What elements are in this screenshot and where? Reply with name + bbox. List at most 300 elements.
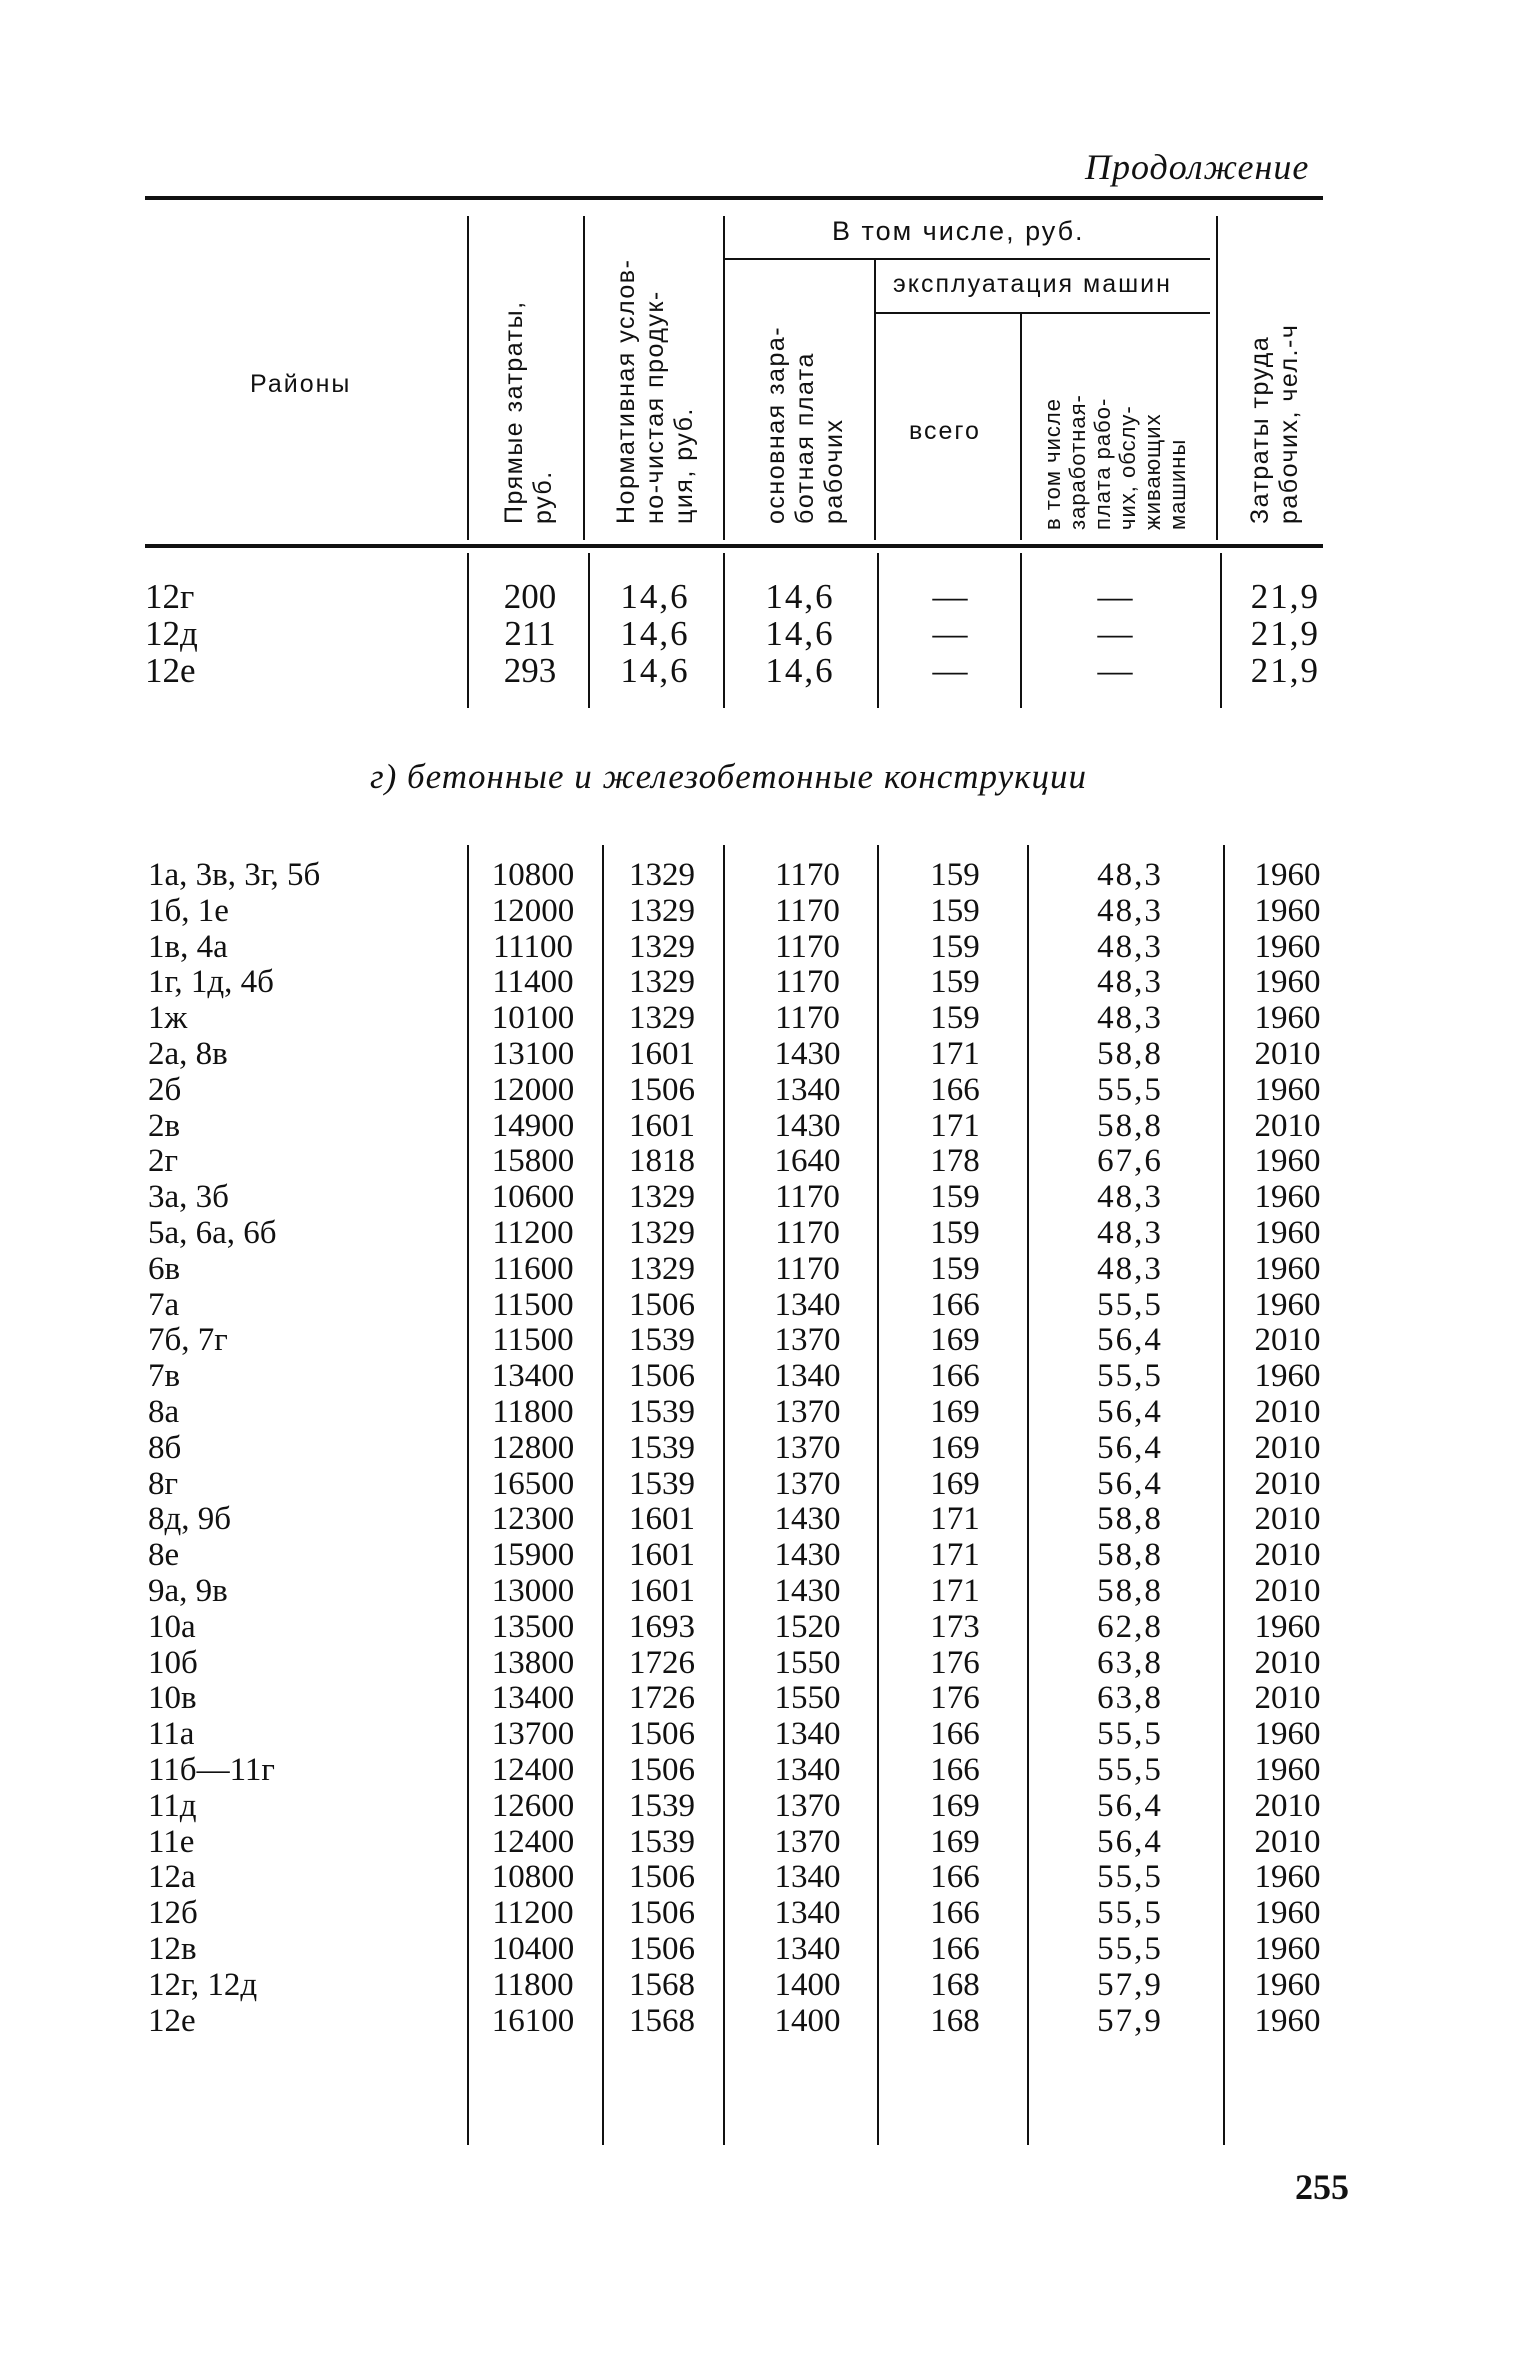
table-cell: 48,3 xyxy=(1097,1179,1163,1216)
table-cell: 1960 xyxy=(1254,928,1321,965)
table-cell: 63,8 xyxy=(1097,1680,1163,1717)
table-cell: 12800 xyxy=(491,1429,575,1466)
table-cell: 1170 xyxy=(775,1179,840,1216)
table-cell: 1960 xyxy=(1254,1143,1321,1180)
header-line: ботная плата xyxy=(791,352,819,524)
header-region: Районы xyxy=(250,370,352,398)
header-divider xyxy=(874,260,876,540)
table-cell: 10400 xyxy=(491,1930,575,1967)
including-rule xyxy=(725,258,1210,260)
table-cell: 56,4 xyxy=(1097,1393,1163,1430)
top-col-direct xyxy=(490,578,570,689)
table-cell: 13700 xyxy=(491,1716,575,1753)
header-normative-product xyxy=(612,259,699,524)
main-divider xyxy=(1223,845,1225,2145)
table-cell: 169 xyxy=(930,1465,980,1502)
continued-label: Продолжение xyxy=(1085,147,1310,187)
top-col-labor xyxy=(1225,578,1320,689)
table-cell: 11400 xyxy=(492,964,574,1001)
table-cell: 166 xyxy=(930,1716,980,1753)
table-cell: 159 xyxy=(930,928,980,965)
table-cell: 48,3 xyxy=(1097,1250,1163,1287)
table-cell: 56,4 xyxy=(1097,1465,1163,1502)
table-cell: 12е xyxy=(145,651,196,690)
table-cell: 55,5 xyxy=(1097,1286,1163,1323)
table-cell: 159 xyxy=(930,892,980,929)
table-cell: 15900 xyxy=(491,1537,575,1574)
table-cell: 1960 xyxy=(1254,1214,1321,1251)
header-including: В том числе, руб. xyxy=(832,216,1085,246)
page-number: 255 xyxy=(1295,2167,1349,2207)
header-line: плата рабо- xyxy=(1090,397,1115,530)
table-cell: 67,6 xyxy=(1097,1143,1163,1180)
table-cell: 8г xyxy=(148,1465,179,1502)
table-cell: 1340 xyxy=(774,1071,841,1108)
table-cell: 2а, 8в xyxy=(148,1035,228,1072)
table-cell: 2010 xyxy=(1254,1823,1321,1860)
table-cell: 14,6 xyxy=(620,614,690,653)
table-cell: 11500 xyxy=(492,1286,574,1323)
header-line: живающих xyxy=(1140,413,1165,530)
table-cell: 168 xyxy=(930,2002,980,2039)
col-norm xyxy=(612,858,712,2039)
table-cell: 171 xyxy=(930,1107,980,1144)
table-cell: 1430 xyxy=(774,1537,841,1574)
table-cell: 1170 xyxy=(775,1000,840,1037)
table-cell: 8д, 9б xyxy=(148,1501,232,1538)
table-cell: 56,4 xyxy=(1097,1429,1163,1466)
table-cell: 1400 xyxy=(774,1966,841,2003)
table-cell: 1170 xyxy=(775,928,840,965)
table-cell: 1329 xyxy=(629,1179,695,1216)
table-cell: 48,3 xyxy=(1097,1000,1163,1037)
table-cell: 1370 xyxy=(774,1823,841,1860)
table-cell: 55,5 xyxy=(1097,1751,1163,1788)
table-cell: 1400 xyxy=(774,2002,841,2039)
table-cell: 1960 xyxy=(1254,892,1321,929)
header-line: чих, обслу- xyxy=(1115,405,1140,530)
table-cell: 1960 xyxy=(1254,1286,1321,1323)
table-cell: 2010 xyxy=(1254,1787,1321,1824)
table-cell: 1539 xyxy=(629,1787,695,1824)
table-cell: 48,3 xyxy=(1097,1214,1163,1251)
table-cell: 8а xyxy=(148,1393,180,1430)
table-cell: 48,3 xyxy=(1097,964,1163,1001)
table-cell: 1340 xyxy=(774,1930,841,1967)
table-cell: 13500 xyxy=(491,1608,575,1645)
table-cell: 11600 xyxy=(492,1250,574,1287)
table-cell: 171 xyxy=(930,1572,980,1609)
table-cell: 1568 xyxy=(629,2002,695,2039)
table-cell: 14,6 xyxy=(620,577,690,616)
table-cell: 1693 xyxy=(629,1608,695,1645)
table-cell: 12300 xyxy=(491,1501,575,1538)
table-cell: 8е xyxy=(148,1537,180,1574)
table-cell: 11е xyxy=(148,1823,195,1860)
table-cell: 12000 xyxy=(491,892,575,929)
table-cell: 11200 xyxy=(492,1214,574,1251)
table-cell: 2010 xyxy=(1254,1393,1321,1430)
table-cell: 62,8 xyxy=(1097,1608,1163,1645)
table-cell: 1960 xyxy=(1254,1071,1321,1108)
table-cell: 171 xyxy=(930,1537,980,1574)
top-col-norm xyxy=(605,578,705,689)
table-cell: 10в xyxy=(148,1680,197,1717)
table-cell: 10800 xyxy=(491,857,575,893)
table-cell: 2010 xyxy=(1254,1501,1321,1538)
table-cell: 58,8 xyxy=(1097,1572,1163,1609)
table-cell: 7в xyxy=(148,1358,181,1395)
table-cell: 211 xyxy=(504,614,556,653)
table-cell: 1340 xyxy=(774,1358,841,1395)
table-cell: 176 xyxy=(930,1680,980,1717)
header-line: рабочих, чел.-ч xyxy=(1275,323,1303,524)
table-cell: 1506 xyxy=(629,1930,695,1967)
table-cell: 1550 xyxy=(774,1680,841,1717)
table-cell: 1506 xyxy=(629,1716,695,1753)
table-cell: 1640 xyxy=(774,1143,841,1180)
section-title: г) бетонные и железобетонные конструкции xyxy=(370,757,1087,796)
table-cell: 1340 xyxy=(774,1859,841,1896)
header-divider xyxy=(583,216,585,540)
table-cell: 13100 xyxy=(491,1035,575,1072)
table-cell: 169 xyxy=(930,1823,980,1860)
table-cell: 11д xyxy=(148,1787,197,1824)
table-cell: 159 xyxy=(930,964,980,1001)
table-cell: 159 xyxy=(930,857,980,893)
top-col-region xyxy=(145,578,295,689)
table-cell: 58,8 xyxy=(1097,1537,1163,1574)
table-cell: 1370 xyxy=(774,1429,841,1466)
table-cell: 14900 xyxy=(491,1107,575,1144)
table-cell: 12000 xyxy=(491,1071,575,1108)
table-cell: 1430 xyxy=(774,1035,841,1072)
table-cell: 11100 xyxy=(492,928,574,965)
header-total: всего xyxy=(909,417,981,445)
table-cell: 15800 xyxy=(491,1143,575,1180)
header-bottom-rule xyxy=(145,544,1323,548)
header-line: Затраты труда xyxy=(1246,335,1274,524)
header-line: Прямые затраты, xyxy=(500,300,528,524)
table-cell: 1960 xyxy=(1254,1895,1321,1932)
table-cell: 1601 xyxy=(629,1107,695,1144)
table-cell: 21,9 xyxy=(1250,614,1320,653)
table-cell: 1960 xyxy=(1254,1930,1321,1967)
table-cell: 7б, 7г xyxy=(148,1322,228,1359)
table-cell: 1960 xyxy=(1254,857,1321,893)
header-line: заработная- xyxy=(1065,394,1090,530)
top-divider xyxy=(1020,553,1022,708)
header-line: Нормативная услов- xyxy=(612,258,640,524)
table-cell: 12д xyxy=(145,614,198,653)
table-cell: 166 xyxy=(930,1930,980,1967)
table-cell: 1170 xyxy=(775,857,840,893)
table-cell: 7а xyxy=(148,1286,180,1323)
table-cell: 1960 xyxy=(1254,1716,1321,1753)
table-cell: 1960 xyxy=(1254,2002,1321,2039)
table-cell: 166 xyxy=(930,1895,980,1932)
table-cell: 58,8 xyxy=(1097,1035,1163,1072)
table-cell: 16500 xyxy=(491,1465,575,1502)
table-cell: 8б xyxy=(148,1429,182,1466)
table-cell: 1170 xyxy=(775,1250,840,1287)
table-cell: 1506 xyxy=(629,1751,695,1788)
header-base-wages xyxy=(762,326,849,524)
table-cell: 10а xyxy=(148,1608,196,1645)
table-cell: 2010 xyxy=(1254,1644,1321,1681)
header-line: ция, руб. xyxy=(670,407,698,524)
table-cell: 159 xyxy=(930,1000,980,1037)
table-cell: 1329 xyxy=(629,1000,695,1037)
table-cell: 159 xyxy=(930,1250,980,1287)
table-cell: 56,4 xyxy=(1097,1823,1163,1860)
table-cell: 159 xyxy=(930,1214,980,1251)
table-cell: 13400 xyxy=(491,1680,575,1717)
table-cell: 55,5 xyxy=(1097,1716,1163,1753)
table-cell: 1960 xyxy=(1254,1608,1321,1645)
table-cell: 11200 xyxy=(492,1895,574,1932)
table-cell: 173 xyxy=(930,1608,980,1645)
table-cell: 1329 xyxy=(629,964,695,1001)
table-cell: 12г xyxy=(145,577,195,616)
table-cell: 5а, 6а, 6б xyxy=(148,1214,277,1251)
table-cell: 55,5 xyxy=(1097,1930,1163,1967)
table-cell: — xyxy=(932,651,968,690)
table-cell: 169 xyxy=(930,1322,980,1359)
table-cell: 21,9 xyxy=(1250,577,1320,616)
table-cell: 1329 xyxy=(629,1214,695,1251)
top-col-base xyxy=(750,578,850,689)
table-cell: 1в, 4а xyxy=(148,928,228,965)
table-cell: 56,4 xyxy=(1097,1787,1163,1824)
table-cell: 293 xyxy=(503,651,557,690)
table-cell: 11800 xyxy=(492,1393,574,1430)
top-divider xyxy=(588,553,590,708)
table-cell: 1506 xyxy=(629,1071,695,1108)
table-cell: 12е xyxy=(148,2002,196,2039)
table-cell: 1329 xyxy=(629,928,695,965)
table-cell: 159 xyxy=(930,1179,980,1216)
header-divider xyxy=(1020,314,1022,540)
table-cell: 1340 xyxy=(774,1895,841,1932)
col-direct xyxy=(478,858,588,2039)
table-cell: 166 xyxy=(930,1358,980,1395)
table-cell: 1506 xyxy=(629,1286,695,1323)
table-cell: 10800 xyxy=(491,1859,575,1896)
table-cell: 1960 xyxy=(1254,1000,1321,1037)
table-cell: 166 xyxy=(930,1071,980,1108)
table-cell: — xyxy=(1097,614,1133,653)
table-cell: 2010 xyxy=(1254,1035,1321,1072)
table-cell: 2010 xyxy=(1254,1429,1321,1466)
table-cell: 48,3 xyxy=(1097,928,1163,965)
table-cell: 1370 xyxy=(774,1465,841,1502)
table-cell: 63,8 xyxy=(1097,1644,1163,1681)
header-line: основная зара- xyxy=(762,325,790,524)
table-cell: 1539 xyxy=(629,1322,695,1359)
table-cell: 1370 xyxy=(774,1322,841,1359)
table-cell: 1960 xyxy=(1254,1358,1321,1395)
table-cell: 58,8 xyxy=(1097,1107,1163,1144)
table-cell: 1370 xyxy=(774,1393,841,1430)
table-cell: 166 xyxy=(930,1859,980,1896)
main-divider xyxy=(723,845,725,2145)
table-cell: 12г, 12д xyxy=(148,1966,258,2003)
table-cell: 10б xyxy=(148,1644,198,1681)
table-cell: 1340 xyxy=(774,1716,841,1753)
table-cell: 14,6 xyxy=(765,651,835,690)
table-cell: 14,6 xyxy=(620,651,690,690)
table-cell: — xyxy=(932,577,968,616)
top-divider xyxy=(1220,553,1222,708)
table-cell: 58,8 xyxy=(1097,1501,1163,1538)
top-divider xyxy=(877,553,879,708)
table-cell: 14,6 xyxy=(765,577,835,616)
header-line: рабочих xyxy=(820,418,848,524)
header-including-wages xyxy=(1040,394,1190,530)
table-cell: 169 xyxy=(930,1393,980,1430)
table-cell: 1б, 1е xyxy=(148,892,229,929)
table-cell: 1539 xyxy=(629,1465,695,1502)
table-cell: 2010 xyxy=(1254,1465,1321,1502)
table-cell: 2010 xyxy=(1254,1322,1321,1359)
table-cell: 1329 xyxy=(629,857,695,893)
table-cell: 14,6 xyxy=(765,614,835,653)
table-cell: 1550 xyxy=(774,1644,841,1681)
header-line: в том числе xyxy=(1040,398,1065,530)
table-cell: 16100 xyxy=(491,2002,575,2039)
header-line: руб. xyxy=(529,470,557,524)
table-cell: 1ж xyxy=(148,1000,188,1037)
top-col-wage xyxy=(1065,578,1165,689)
table-cell: 1340 xyxy=(774,1751,841,1788)
table-cell: 2010 xyxy=(1254,1572,1321,1609)
table-cell: 1601 xyxy=(629,1572,695,1609)
table-cell: 166 xyxy=(930,1751,980,1788)
table-cell: 1726 xyxy=(629,1680,695,1717)
table-cell: 2010 xyxy=(1254,1537,1321,1574)
header-divider xyxy=(1216,216,1218,540)
table-cell: 55,5 xyxy=(1097,1859,1163,1896)
main-divider xyxy=(877,845,879,2145)
table-cell: 48,3 xyxy=(1097,892,1163,929)
table-cell: — xyxy=(1097,651,1133,690)
top-col-total xyxy=(900,578,1000,689)
table-cell: 11а xyxy=(148,1716,195,1753)
table-cell: 169 xyxy=(930,1429,980,1466)
header-divider xyxy=(467,216,469,540)
table-cell: 1960 xyxy=(1254,964,1321,1001)
table-cell: 11500 xyxy=(492,1322,574,1359)
table-cell: 1960 xyxy=(1254,1250,1321,1287)
table-cell: 2в xyxy=(148,1107,181,1144)
table-cell: 1170 xyxy=(775,1214,840,1251)
table-cell: 12в xyxy=(148,1930,197,1967)
header-divider xyxy=(723,216,725,540)
table-cell: 12600 xyxy=(491,1787,575,1824)
table-cell: 168 xyxy=(930,1966,980,2003)
table-cell: 1960 xyxy=(1254,1966,1321,2003)
table-cell: 1568 xyxy=(629,1966,695,2003)
table-cell: 1818 xyxy=(629,1143,695,1180)
header-machine-operation: эксплуатация машин xyxy=(893,270,1172,298)
header-labor-costs xyxy=(1246,324,1304,524)
col-region xyxy=(148,858,458,2039)
table-cell: 12а xyxy=(148,1859,196,1896)
table-cell: 2б xyxy=(148,1071,182,1108)
main-divider xyxy=(467,845,469,2145)
table-cell: 56,4 xyxy=(1097,1322,1163,1359)
table-cell: 1370 xyxy=(774,1787,841,1824)
table-cell: 1539 xyxy=(629,1823,695,1860)
table-cell: 1430 xyxy=(774,1107,841,1144)
table-cell: 1601 xyxy=(629,1537,695,1574)
table-cell: 171 xyxy=(930,1501,980,1538)
table-cell: 12400 xyxy=(491,1751,575,1788)
table-cell: 13800 xyxy=(491,1644,575,1681)
table-cell: 1430 xyxy=(774,1572,841,1609)
table-cell: 3а, 3б xyxy=(148,1179,229,1216)
table-cell: 169 xyxy=(930,1787,980,1824)
header-line: но-чистая продук- xyxy=(641,290,669,524)
table-cell: 1329 xyxy=(629,1250,695,1287)
table-cell: 48,3 xyxy=(1097,857,1163,893)
table-cell: — xyxy=(932,614,968,653)
table-cell: 1а, 3в, 3г, 5б xyxy=(148,857,321,893)
table-cell: 55,5 xyxy=(1097,1358,1163,1395)
table-cell: 1601 xyxy=(629,1501,695,1538)
main-divider xyxy=(602,845,604,2145)
header-line: машины xyxy=(1165,438,1190,530)
table-cell: 1506 xyxy=(629,1859,695,1896)
table-cell: 1506 xyxy=(629,1358,695,1395)
table-cell: 1329 xyxy=(629,892,695,929)
table-cell: 11800 xyxy=(492,1966,574,2003)
table-cell: 55,5 xyxy=(1097,1071,1163,1108)
table-cell: 1960 xyxy=(1254,1751,1321,1788)
table-cell: 13400 xyxy=(491,1358,575,1395)
main-divider xyxy=(1027,845,1029,2145)
table-cell: 1506 xyxy=(629,1895,695,1932)
header-top-rule xyxy=(145,196,1323,200)
table-cell: 57,9 xyxy=(1097,2002,1163,2039)
col-wage xyxy=(1075,858,1185,2039)
table-cell: 2010 xyxy=(1254,1680,1321,1717)
table-cell: 1520 xyxy=(774,1608,841,1645)
machine-rule xyxy=(875,312,1210,314)
header-direct-costs xyxy=(500,300,558,524)
col-total xyxy=(905,858,1005,2039)
table-cell: 1601 xyxy=(629,1035,695,1072)
table-cell: 1960 xyxy=(1254,1179,1321,1216)
table-cell: 57,9 xyxy=(1097,1966,1163,2003)
table-cell: 13000 xyxy=(491,1572,575,1609)
top-divider xyxy=(467,553,469,708)
table-cell: 176 xyxy=(930,1644,980,1681)
table-cell: 166 xyxy=(930,1286,980,1323)
top-divider xyxy=(723,553,725,708)
table-cell: 1960 xyxy=(1254,1859,1321,1896)
table-cell: 2010 xyxy=(1254,1107,1321,1144)
table-cell: 1539 xyxy=(629,1429,695,1466)
table-cell: 1430 xyxy=(774,1501,841,1538)
table-cell: 21,9 xyxy=(1250,651,1320,690)
table-cell: 1726 xyxy=(629,1644,695,1681)
table-cell: 10600 xyxy=(491,1179,575,1216)
table-cell: 10100 xyxy=(491,1000,575,1037)
table-cell: 11б—11г xyxy=(148,1751,275,1788)
table-cell: 55,5 xyxy=(1097,1895,1163,1932)
